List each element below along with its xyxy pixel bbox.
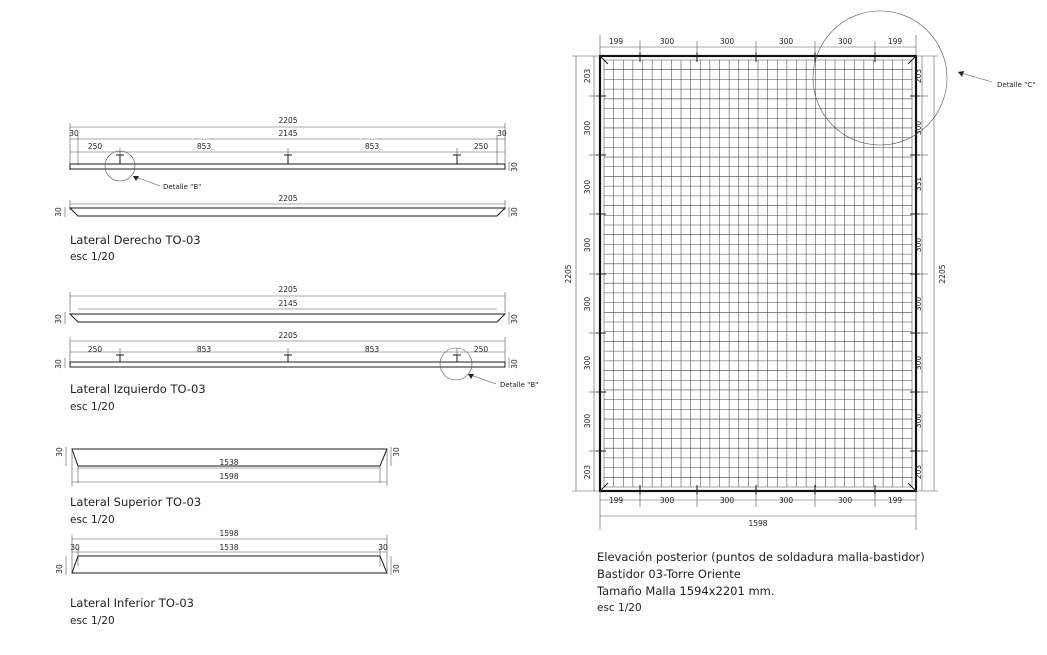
right-dim-3: 331 — [914, 176, 923, 192]
left-overall-dim: 2205 — [564, 264, 573, 284]
top-dim-3: 300 — [719, 37, 735, 46]
top-dim-2: 300 — [659, 37, 675, 46]
lb-height-left: 30 — [55, 564, 64, 574]
bottom-dim-4: 300 — [778, 496, 794, 505]
li-overall-dim: 2205 — [278, 285, 298, 294]
top-dim-1: 199 — [608, 37, 624, 46]
elevation-caption-1: Elevación posterior (puntos de soldadura malla-bastidor) — [597, 550, 925, 564]
left-dim-2: 300 — [583, 120, 592, 136]
ld-end-left-dim: 30 — [69, 129, 79, 138]
top-dim-4: 300 — [778, 37, 794, 46]
mesh-grid — [604, 60, 912, 487]
right-dim-2: 300 — [914, 120, 923, 136]
li-spacing-height-right: 30 — [510, 359, 519, 369]
ls-overall-dim: 1598 — [219, 472, 239, 481]
li-inner-dim: 2145 — [278, 299, 298, 308]
ld-spacing-1: 250 — [87, 142, 103, 151]
left-dim-5: 300 — [583, 296, 592, 312]
lateral-derecho-view — [54, 116, 519, 263]
li-spacing-3: 853 — [364, 345, 380, 354]
lateral-izquierdo-view — [54, 285, 538, 413]
bottom-dim-6: 199 — [887, 496, 903, 505]
lb-inner-dim: 1538 — [219, 543, 239, 552]
lateral-superior-view — [55, 447, 401, 526]
bottom-dim-3: 300 — [719, 496, 735, 505]
left-dim-8: 203 — [583, 464, 592, 480]
elevation-caption-4: esc 1/20 — [597, 602, 642, 614]
bottom-dim-2: 300 — [659, 496, 675, 505]
li-height-left: 30 — [54, 314, 63, 324]
ld-scale: esc 1/20 — [70, 251, 115, 263]
ld-spacing-3: 853 — [364, 142, 380, 151]
li-scale: esc 1/20 — [70, 401, 115, 413]
left-dim-6: 300 — [583, 355, 592, 371]
ld-profile-height-right: 30 — [510, 207, 519, 217]
ls-height-right: 30 — [392, 447, 401, 457]
left-dim-3: 300 — [583, 179, 592, 195]
li-height-right: 30 — [510, 314, 519, 324]
lateral-inferior-view — [55, 529, 401, 627]
top-dim-5: 300 — [837, 37, 853, 46]
li-spacing-4: 250 — [473, 345, 489, 354]
bottom-dim-5: 300 — [837, 496, 853, 505]
right-dim-7: 300 — [914, 413, 923, 429]
ld-spacing-2: 853 — [196, 142, 212, 151]
elevation-view — [564, 11, 1035, 614]
lb-title: Lateral Inferior TO-03 — [70, 596, 194, 610]
ls-height-left: 30 — [55, 447, 64, 457]
elevation-caption-3: Tamaño Malla 1594x2201 mm. — [597, 584, 775, 598]
lb-end-left: 30 — [70, 543, 80, 552]
li-spacing-height-left: 30 — [54, 359, 63, 369]
right-dim-1: 203 — [914, 68, 923, 84]
left-dim-4: 300 — [583, 237, 592, 253]
ld-inner-dim: 2145 — [278, 129, 298, 138]
right-overall-dim: 2205 — [938, 264, 947, 284]
ls-inner-dim: 1538 — [219, 458, 239, 467]
lb-end-right: 30 — [378, 543, 388, 552]
li-title: Lateral Izquierdo TO-03 — [70, 382, 206, 396]
ld-overall-dim: 2205 — [278, 116, 298, 125]
detail-c-label: Detalle "C" — [997, 81, 1036, 89]
lb-scale: esc 1/20 — [70, 615, 115, 627]
bottom-dim-1: 199 — [608, 496, 624, 505]
ls-title: Lateral Superior TO-03 — [70, 495, 202, 509]
ld-end-right-dim: 30 — [497, 129, 507, 138]
left-dim-7: 300 — [583, 413, 592, 429]
elevation-caption-2: Bastidor 03-Torre Oriente — [597, 567, 741, 581]
right-dim-4: 300 — [914, 237, 923, 253]
li-spacing-overall-dim: 2205 — [278, 331, 298, 340]
right-dim-5: 300 — [914, 296, 923, 312]
ld-spacing-4: 250 — [473, 142, 489, 151]
li-detail-label: Detalle "B" — [500, 381, 539, 389]
li-spacing-2: 853 — [196, 345, 212, 354]
ld-title: Lateral Derecho TO-03 — [70, 233, 201, 247]
lb-height-right: 30 — [392, 564, 401, 574]
top-dim-6: 199 — [887, 37, 903, 46]
li-spacing-1: 250 — [87, 345, 103, 354]
ls-scale: esc 1/20 — [70, 514, 115, 526]
right-dim-8: 203 — [914, 464, 923, 480]
right-dim-6: 300 — [914, 355, 923, 371]
bottom-overall-dim: 1598 — [748, 519, 768, 528]
ld-detail-label: Detalle "B" — [163, 183, 202, 191]
ld-profile-height-left: 30 — [54, 207, 63, 217]
ld-height-dim: 30 — [510, 162, 519, 172]
ld-profile-overall-dim: 2205 — [278, 194, 298, 203]
detail-c-circle — [813, 11, 947, 145]
left-dim-1: 203 — [583, 68, 592, 84]
lb-overall-dim: 1598 — [219, 529, 239, 538]
